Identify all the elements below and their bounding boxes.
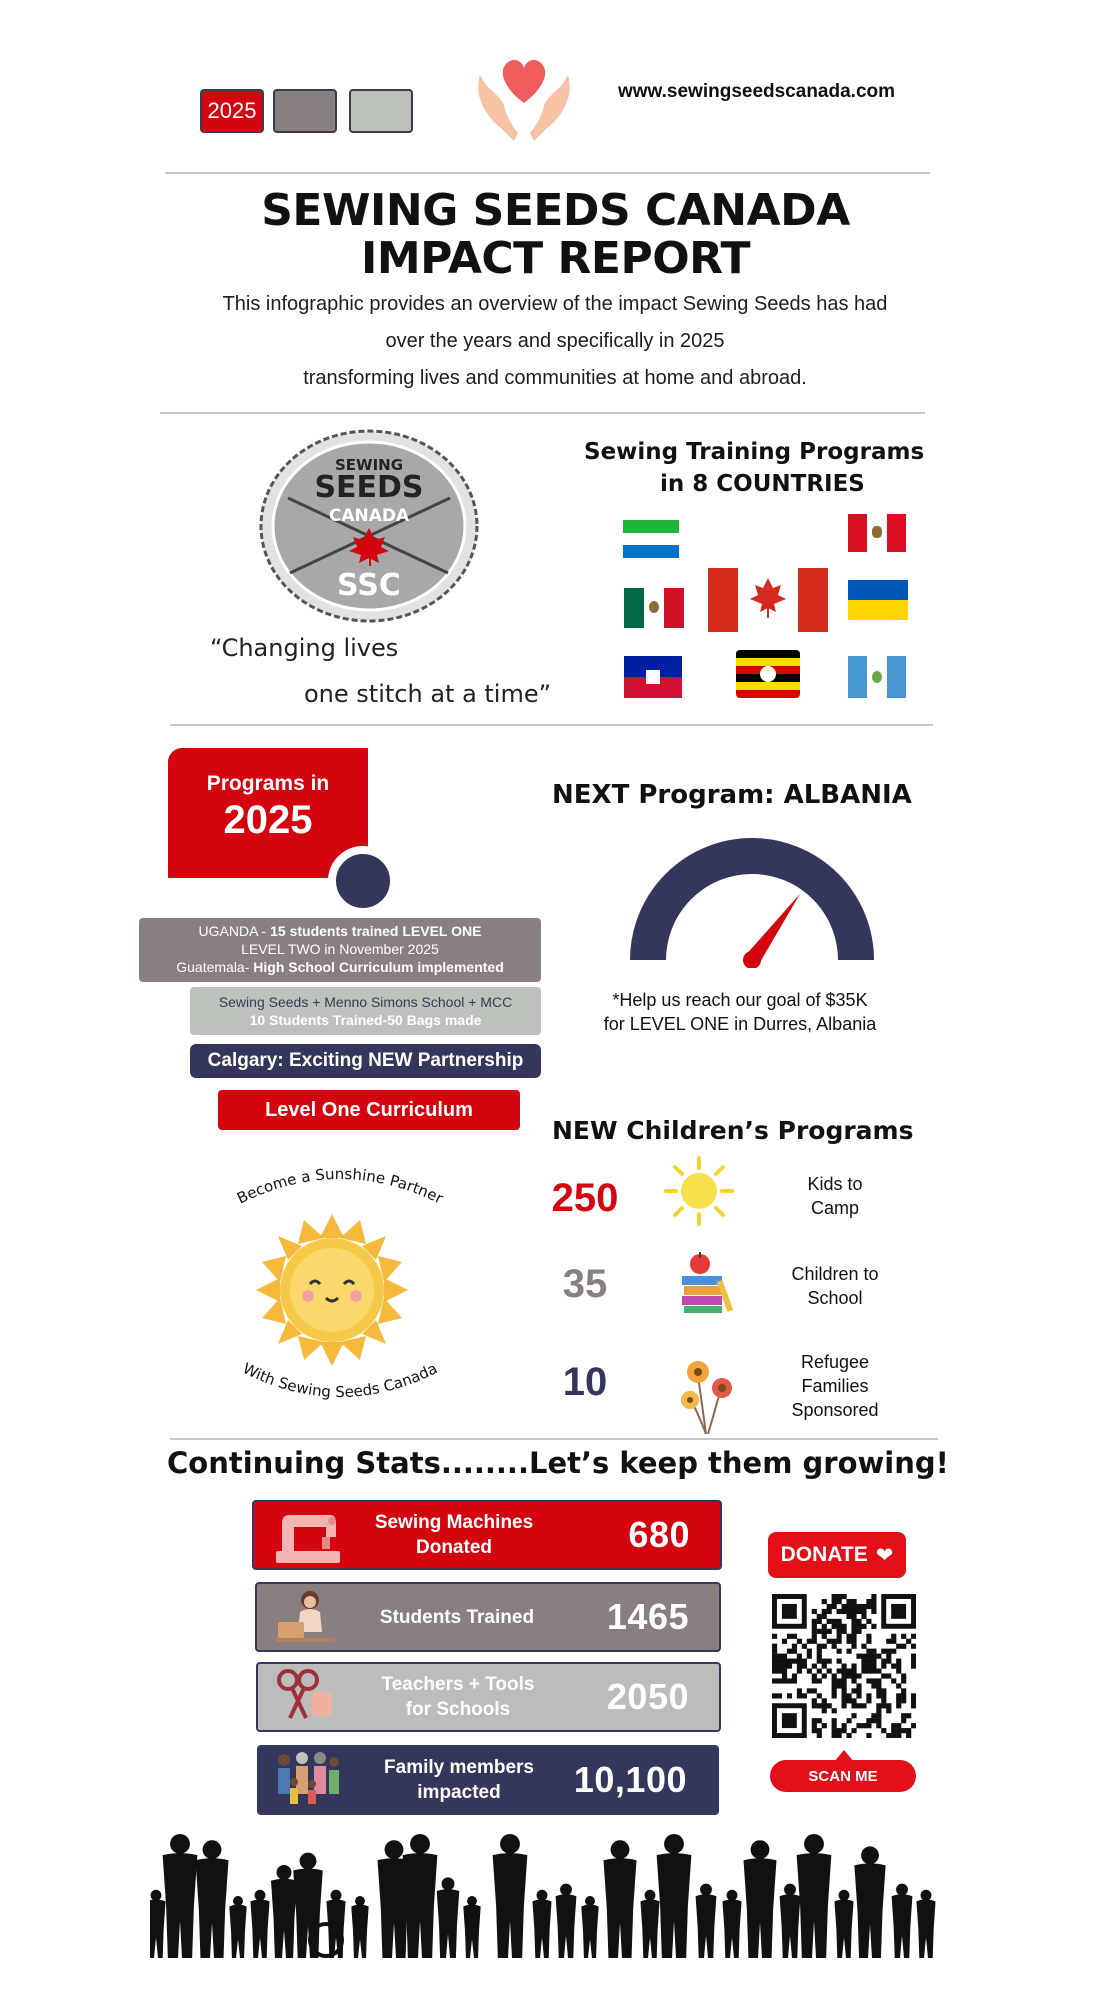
sunshine-bottom-text: With Sewing Seeds Canada	[239, 1359, 441, 1402]
stat-label	[359, 1755, 559, 1805]
stat-label	[357, 1605, 557, 1630]
uganda-prefix: UGANDA -	[198, 923, 271, 939]
stat-label	[358, 1672, 558, 1722]
color-swatch-light	[349, 89, 413, 133]
programs-dot	[328, 846, 398, 916]
stat-value: 680	[628, 1514, 690, 1555]
ssc-logo	[258, 428, 480, 624]
divider	[160, 412, 925, 414]
logo-middle-text: SEEDS	[314, 470, 424, 505]
scan-me-label: SCAN ME	[808, 1767, 878, 1785]
children-stat-label-line: Kids to	[807, 1174, 863, 1194]
intro-line: This infographic provides an overview of the impact Sewing Seeds has had	[222, 293, 888, 315]
page-title-line2: IMPACT REPORT	[360, 233, 751, 284]
goal-text	[560, 988, 920, 1036]
donate-button[interactable]	[768, 1532, 906, 1578]
uganda-bold: 15 students trained LEVEL ONE	[270, 923, 482, 939]
flag-guatemala	[848, 656, 906, 698]
children-stat-label-line: Camp	[810, 1198, 859, 1218]
year-chip	[200, 89, 264, 133]
page-title-line1: SEWING SEEDS CANADA	[261, 185, 850, 236]
menno-line2: 10 Students Trained-50 Bags made	[249, 1012, 482, 1028]
countries-title-line1: Sewing Training Programs	[584, 439, 925, 465]
logo-bottom-text: CANADA	[328, 506, 410, 526]
goal-gauge	[630, 838, 874, 968]
children-stat-label	[760, 1172, 910, 1220]
family-icon	[272, 1748, 344, 1808]
children-stat-label	[760, 1262, 910, 1310]
stat-label	[354, 1510, 554, 1560]
sunshine-top-text: Become a Sunshine Partner	[234, 1164, 446, 1208]
stat-label-line: Students Trained	[379, 1606, 535, 1628]
scan-me-button[interactable]	[770, 1760, 916, 1792]
countries-title-line2: in 8 COUNTRIES	[660, 471, 865, 497]
sewing-machine-icon	[272, 1507, 344, 1565]
uganda-guatemala-box	[139, 918, 541, 982]
books-apple-icon	[678, 1252, 734, 1314]
sun-icon	[664, 1156, 734, 1226]
flag-mexico	[624, 588, 684, 628]
menno-simons-box	[190, 987, 541, 1035]
flag-peru	[848, 514, 906, 552]
logo-abbr-text: SSC	[337, 568, 401, 603]
donate-label: DONATE	[780, 1543, 868, 1566]
qr-code[interactable]	[772, 1594, 916, 1738]
quote-line1: “Changing lives	[210, 634, 399, 662]
children-stat-value: 250	[551, 1176, 619, 1220]
sun-face-icon	[256, 1214, 408, 1366]
flag-haiti	[624, 656, 682, 698]
children-stat-label-line: Sponsored	[791, 1400, 879, 1420]
quote-line2: one stitch at a time”	[304, 680, 552, 708]
children-stat-value: 10	[562, 1360, 608, 1404]
goal-line2: for LEVEL ONE in Durres, Albania	[603, 1014, 877, 1034]
student-sewing-icon	[272, 1588, 338, 1644]
children-stat-label	[760, 1350, 910, 1422]
logo-top-text: SEWING	[334, 456, 404, 474]
flag-uganda	[736, 650, 800, 698]
children-stat-label-line: School	[807, 1288, 863, 1308]
gauge-needle	[743, 894, 800, 968]
flag-canada	[708, 568, 828, 632]
color-swatch-gray	[273, 89, 337, 133]
children-stat-value: 35	[562, 1262, 608, 1306]
calgary-pill	[190, 1044, 541, 1078]
heart-icon: ❤	[875, 1543, 894, 1567]
flowers-icon	[676, 1354, 740, 1436]
year-chip-label: 2025	[207, 98, 257, 123]
level-one-curriculum-label: Level One Curriculum	[265, 1099, 473, 1121]
children-stat-label-line: Families	[801, 1376, 869, 1396]
divider	[170, 724, 933, 726]
website-link[interactable]: www.sewingseedscanada.com	[618, 81, 896, 102]
stat-label-line: Donated	[416, 1537, 492, 1558]
uganda-line	[139, 922, 541, 940]
calgary-label: Calgary: Exciting NEW Partnership	[207, 1050, 524, 1071]
programs-year: 2025	[223, 798, 313, 842]
children-stat-label-line: Children to	[791, 1264, 879, 1284]
intro-line: over the years and specifically in 2025	[385, 330, 725, 352]
children-programs-title: NEW Children’s Programs	[552, 1116, 914, 1145]
guatemala-bold: High School Curriculum implemented	[253, 959, 504, 975]
stat-value: 1465	[606, 1596, 689, 1637]
programs-label: Programs in	[206, 772, 330, 795]
uganda-level-two: LEVEL TWO in November 2025	[241, 941, 439, 957]
intro-line: transforming lives and communities at home and abroad.	[303, 367, 807, 389]
divider	[165, 172, 930, 174]
continuing-stats-title: Continuing Stats........Let’s keep them growing!	[167, 1446, 949, 1480]
guatemala-line	[139, 958, 541, 976]
children-stat-label-line: Refugee	[800, 1352, 870, 1372]
family-silhouettes-illustration	[150, 1830, 940, 1960]
heart-hands-icon	[470, 45, 578, 145]
stat-value: 10,100	[573, 1759, 687, 1800]
guatemala-prefix: Guatemala-	[176, 959, 254, 975]
intro-text	[150, 286, 960, 397]
stat-value: 2050	[606, 1676, 689, 1717]
stat-label-line: Family members	[384, 1757, 534, 1778]
level-one-curriculum-pill[interactable]	[218, 1090, 520, 1130]
flag-ukraine	[848, 580, 908, 620]
stat-label-line: impacted	[417, 1782, 501, 1803]
divider	[170, 1438, 938, 1440]
sunshine-partner-badge	[222, 1160, 458, 1420]
goal-line1: *Help us reach our goal of $35K	[612, 990, 868, 1010]
next-program-title: NEXT Program: ALBANIA	[552, 780, 912, 810]
flag-sierra-leone	[623, 520, 679, 558]
stat-label-line: Teachers + Tools	[381, 1674, 535, 1695]
menno-line1: Sewing Seeds + Menno Simons School + MCC	[218, 994, 513, 1010]
stat-label-line: for Schools	[405, 1699, 511, 1720]
stat-label-line: Sewing Machines	[374, 1512, 534, 1533]
scissors-tools-icon	[272, 1668, 338, 1724]
